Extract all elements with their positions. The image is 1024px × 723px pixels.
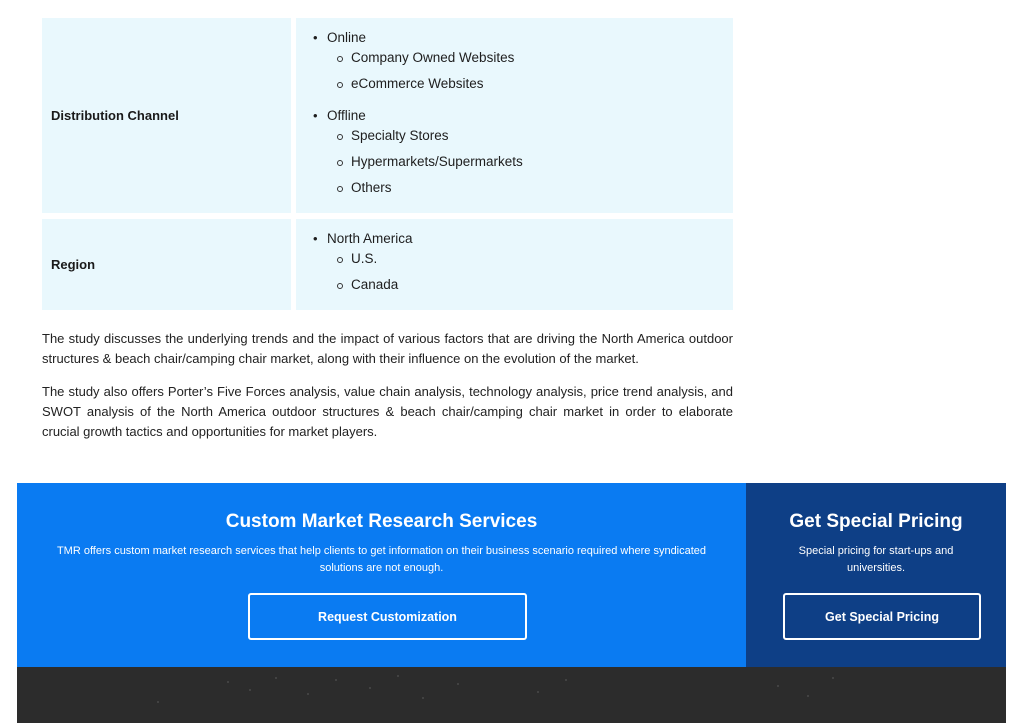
table-row	[42, 219, 733, 310]
list-item	[312, 108, 733, 196]
sub-list	[327, 251, 733, 293]
list-item: Others	[327, 180, 733, 196]
segment-label: Region	[42, 219, 291, 310]
get-special-pricing-button[interactable]: Get Special Pricing	[783, 593, 981, 640]
special-pricing-description: Special pricing for start-ups and universities.	[798, 545, 954, 574]
segment-list	[312, 231, 733, 293]
list-item: eCommerce Websites	[327, 76, 733, 92]
segment-label: Distribution Channel	[42, 18, 291, 213]
footer-background	[17, 667, 1006, 723]
list-item	[312, 231, 733, 293]
list-item: Company Owned Websites	[327, 50, 733, 66]
sub-list	[327, 50, 733, 92]
sub-list	[327, 128, 733, 196]
study-paragraph-analysis: The study also offers Porter’s Five Forces analysis, value chain analysis, technology analysis, price trend analysis, and SWOT analysis of the North America outdoor structures & beach chair/camping chair market in order to elaborate crucial growth tactics and opportunities for market players.	[42, 384, 733, 439]
group-name: North America	[327, 231, 413, 246]
list-item: U.S.	[327, 251, 733, 267]
segmentation-table	[42, 18, 733, 316]
segment-values	[296, 18, 733, 213]
list-item: Canada	[327, 277, 733, 293]
custom-research-description: TMR offers custom market research services that help clients to get information on their business scenario required where syndicated solutions are not enough.	[56, 545, 707, 574]
list-item	[312, 30, 733, 92]
group-name: Offline	[327, 108, 366, 123]
request-customization-button[interactable]: Request Customization	[248, 593, 527, 640]
cta-banner	[17, 483, 1006, 667]
list-item: Specialty Stores	[327, 128, 733, 144]
custom-research-title: Custom Market Research Services	[225, 511, 538, 532]
study-paragraph-trends: The study discusses the underlying trends and the impact of various factors that are driving the North America outdoor structures & beach chair/camping chair market, along with their influence on the evolution of the market.	[42, 331, 733, 366]
special-pricing-panel	[746, 483, 1006, 667]
special-pricing-title: Get Special Pricing	[789, 511, 963, 532]
segment-values	[296, 219, 733, 310]
list-item: Hypermarkets/Supermarkets	[327, 154, 733, 170]
custom-research-panel	[17, 483, 746, 667]
group-name: Online	[327, 30, 367, 45]
table-row	[42, 18, 733, 213]
segment-list	[312, 30, 733, 196]
